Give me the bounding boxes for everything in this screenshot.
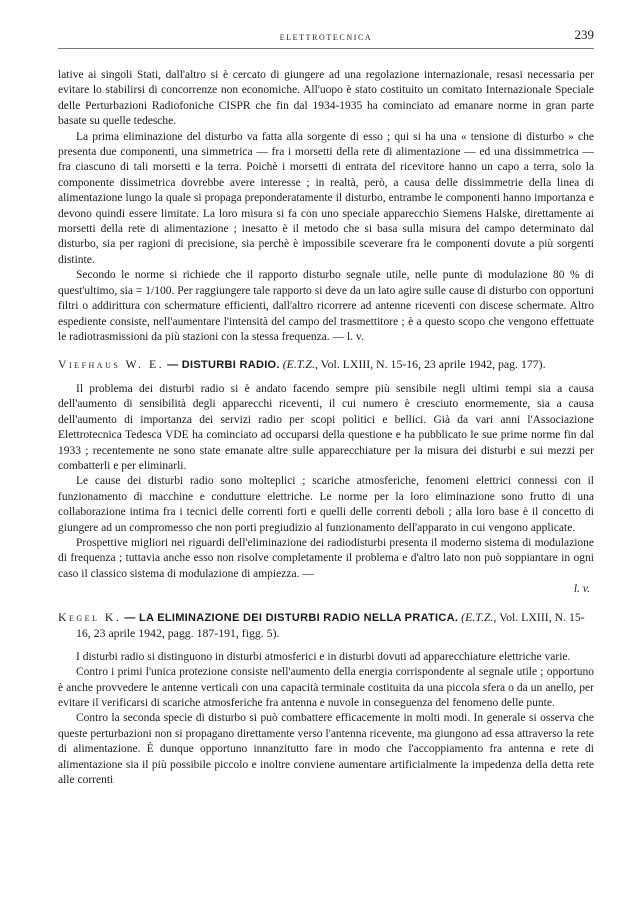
article-continuation	[58, 68, 594, 345]
paragraph: Secondo le norme si richiede che il rapporto disturbo segnale utile, nelle punte di modulazione 80 % di quest'ultimo, sia = 1/100. Per raggiungere tale rapporto si deve da un lato agire sulle cause di disturbo con opportuni filtri o addirittura con schermature efficienti, dall'altro ricorrere ad antenne riceventi con discese schermate. Altro espediente consiste, nell'aumentare l'intensità del campo del trasmettitore ; è a questo scopo che vengono effettuate le radiotrasmissioni da più stazioni con la stessa frequenza. — l. v.	[58, 269, 594, 343]
article-kegel	[58, 610, 594, 789]
entry-title: — LA ELIMINAZIONE DEI DISTURBI RADIO NELLA PRATICA.	[124, 611, 459, 624]
paragraph: La prima eliminazione del disturbo va fatta alla sorgente di esso ; qui si ha una « tensione di disturbo » che presenta due componenti, una simmetrica — fra i morsetti della rete di alimentazione — ed una dissimmetrica — fra ciascuno di tali morsetti e la terra. Poichè i morsetti di entrata del ricevitore hanno un capo a terra, solo la componente dissimetrica dovrebbe avere interesse ; in realtà, però, a causa delle dissimmetrie della linea di alimentazione lungo la quale si propaga preponderatamente il disturbo, entrambe le componenti hanno importanza e devono quindi essere limitate. La loro misura si fa con uno speciale apparecchio Siemens Halske, direttamente ai morsetti della rete di alimentazione ; inesatto è il metodo che si basa sulla misura del campo determinato dal disturbo, sia per ragioni di precisione, sia perchè è impossibile sceverare fra le componenti dovute a più sorgenti distinte.	[58, 130, 594, 266]
paragraph: Le cause dei disturbi radio sono molteplici ; scariche atmosferiche, fenomeni elettrici connessi con il funzionamento di macchine e condutture elettriche. Le norme per la loro eliminazione sono frutto di una collaborazione intima fra i tecnici delle correnti forti e quelli delle correnti deboli ; alla loro base è il concetto di giungere ad un compromesso che non porti pregiudizio al funzionamento dell'apparato in cui vengono applicate.	[58, 475, 594, 534]
entry-heading	[58, 610, 594, 642]
entry-journal: (E.T.Z.,	[282, 357, 318, 372]
paragraph: lative ai singoli Stati, dall'altro si è cercato di giungere ad una regolazione internazionale, resasi necessaria per evitare lo stabilirsi di concorrenze non economiche. All'uopo è stato costituito un comitato Internazionale Speciale delle Perturbazioni Radiofoniche CISPR che fin dal 1934-1935 ha cominciato ad emanare norme in gran parte basate su quelle tedesche.	[58, 69, 594, 128]
paragraph: Il problema dei disturbi radio si è andato facendo sempre più sensibile negli ultimi tempi sia a causa dell'aumento di sensibilità degli apparecchi riceventi, il cui numero è cresciuto enormemente, sia a causa dell'aumento di importanza dei servizi radio per scopi politici e bellici. Già da vari anni l'Associazione Elettrotecnica Tedesca VDE ha cominciato ad occuparsi della questione e ha pubblicato le sue prime norme fin dal 1933 ; recentemente ne sono state emanate altre sulle apparecchiature per la misura dei disturbi e sui mezzi per combatterli e per eliminarli.	[58, 382, 594, 472]
paragraph: Contro i primi l'unica protezione consiste nell'aumento della energia corrispondente al segnale utile ; opportuno è anche provvedere le antenne verticali con una capacità terminale costituita da una piccola sfera o da un anello, per evitare il verificarsi di scariche atmosferiche fra antenna e nuvole in conseguenza del fenomeno delle punte.	[58, 666, 594, 709]
entry-heading	[58, 357, 594, 374]
entry-citation: Vol. LXIII, N. 15-16, 23 aprile 1942, pag. 177).	[320, 357, 546, 372]
entry-author: Viefhaus W. E.	[58, 357, 165, 372]
paragraph: Prospettive migliori nei riguardi dell'eliminazione dei radiodisturbi presenta il moderno sistema di modulazione di frequenza ; tuttavia anche esso non risolve completamente il problema e d'altro lato non può soppiantare in ogni caso il classico sistema di modulazione di ampiezza. —	[58, 536, 594, 580]
entry-journal: (E.T.Z.,	[461, 609, 497, 624]
body-text	[58, 68, 594, 788]
paragraph: Contro la seconda specie di disturbo si può combattere efficacemente in molti modi. In generale si osserva che queste perturbazioni non si propagano direttamente verso l'antenna ricevente, ma giungono ad essa attraverso la rete di alimentazione. È dunque opportuno innanzitutto fare in modo che l'accoppiamento fra antenna e rete di alimentazione sia il più possibile piccolo e inoltre conviene aumentare artificialmente la impedenza della detta rete alle correnti	[58, 712, 594, 787]
paragraph: I disturbi radio si distinguono in disturbi atmosferici e in disturbi dovuti ad apparecchiature elettriche varie.	[76, 650, 571, 663]
page-number: 239	[574, 27, 594, 42]
entry-citation: Vol. LXIII, N. 15-16, 23 aprile 1942, pagg. 187-191, figg. 5).	[76, 609, 585, 641]
entry-author: Kegel K.	[58, 609, 122, 624]
running-header	[58, 24, 594, 49]
signature: l. v.	[573, 583, 590, 596]
entry-title: — DISTURBI RADIO.	[167, 359, 280, 372]
document-page	[58, 0, 594, 900]
article-viefhaus	[58, 357, 594, 597]
running-title: ELETTROTECNICA	[279, 33, 373, 42]
